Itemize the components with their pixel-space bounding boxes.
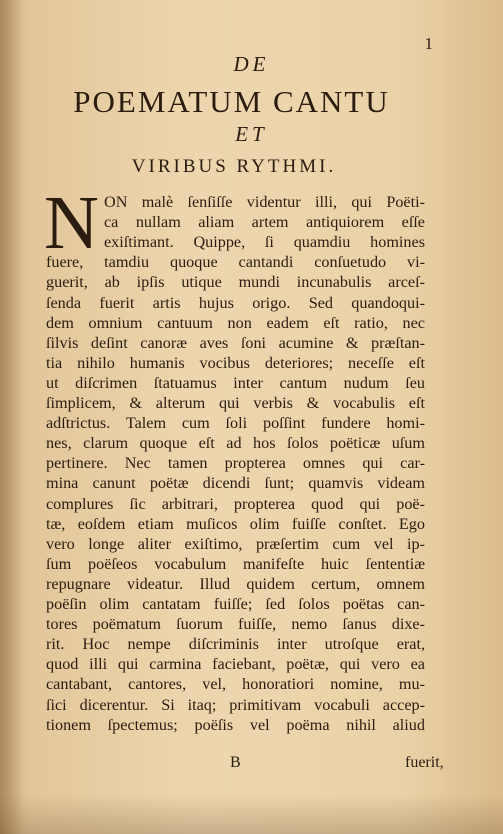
- body-line: ON malè ſenſiſſe videntur illi, qui Poëti-: [104, 193, 425, 211]
- body-line: mina canunt poëtæ dicendi ſunt; quamvis videam: [46, 474, 425, 493]
- body-line: cantabant, cantores, vel, honoratiori nomine, mu-: [46, 675, 425, 694]
- body-line: ca nullam aliam artem antiquiorem eſſe: [104, 213, 425, 232]
- body-line: rit. Hoc nempe diſcriminis inter utroſque erat,: [46, 635, 425, 654]
- body-line: poëſin olim cantatam fuiſſe; ſed ſolos poëtas can-: [46, 595, 425, 613]
- signature-mark: B: [230, 754, 241, 771]
- body-line: ſici dicerentur. Si itaq; primitivam vocabuli accep-: [46, 695, 425, 714]
- body-line: ſum poëſeos vocabulum manifeſte huic ſententiæ: [46, 554, 425, 573]
- body-line: complures ſic arbitrari, propterea quod qui poë-: [46, 494, 425, 513]
- body-line: pertinere. Nec tamen propterea omnes qui car-: [46, 454, 425, 473]
- body-line: ſenda fuerit artis hujus origo. Sed quandoqui-: [46, 293, 425, 312]
- body-line: tæ, eoſdem etiam muſicos olim fuiſſe conſtet. Ego: [46, 514, 425, 533]
- body-line: repugnare videatur. Illud quidem certum, omnem: [46, 574, 425, 593]
- catchword: fuerit,: [405, 754, 444, 771]
- body-line: ſimplicem, & alterum qui verbis & vocabulis eſt: [46, 394, 425, 412]
- page-number: 1: [424, 34, 433, 53]
- body-line: ſilvis deſint canoræ aves ſoni acumine & præſtan-: [46, 333, 425, 352]
- body-line: exiſtimant. Quippe, ſi quamdiu homines: [104, 233, 425, 252]
- body-line: ut diſcrimen ſtatuamus inter cantum nudum ſeu: [46, 373, 425, 392]
- body-line: vero longe aliter exiſtimo, præſertim cum vel ip-: [46, 534, 425, 553]
- body-line: fuere, tamdiu quoque cantandi conſuetudo vi-: [46, 253, 425, 272]
- heading-de: DE: [233, 52, 270, 76]
- page-bottom-shadow: [0, 794, 503, 834]
- heading-et: ET: [235, 122, 268, 146]
- body-line: quod illi qui carmina faciebant, poëtæ, qui vero ea: [46, 655, 425, 674]
- body-line: tionem ſpectemus; poëſis vel poëma nihil aliud: [46, 715, 425, 734]
- body-line: adſtrictus. Talem cum ſoli poſſint fundere homi-: [46, 414, 425, 433]
- body-line: dem omnium cantuum non eadem eſt ratio, nec: [46, 313, 425, 332]
- drop-cap: N: [44, 181, 99, 265]
- body-line: tia nihilo humanis vocibus deteriores; neceſſe eſt: [46, 353, 425, 372]
- body-line: guerit, ab ipſis utique mundi incunabulis arceſ-: [46, 273, 425, 292]
- body-line: tores poëmatum ſuorum fuiſſe, nemo ſanus dixe-: [46, 615, 425, 634]
- heading-title: POEMATUM CANTU: [73, 84, 390, 119]
- body-line: nes, clarum quoque eſt ad hos ſolos poëticæ uſum: [46, 434, 425, 453]
- heading-subtitle: VIRIBUS RYTHMI.: [131, 156, 337, 177]
